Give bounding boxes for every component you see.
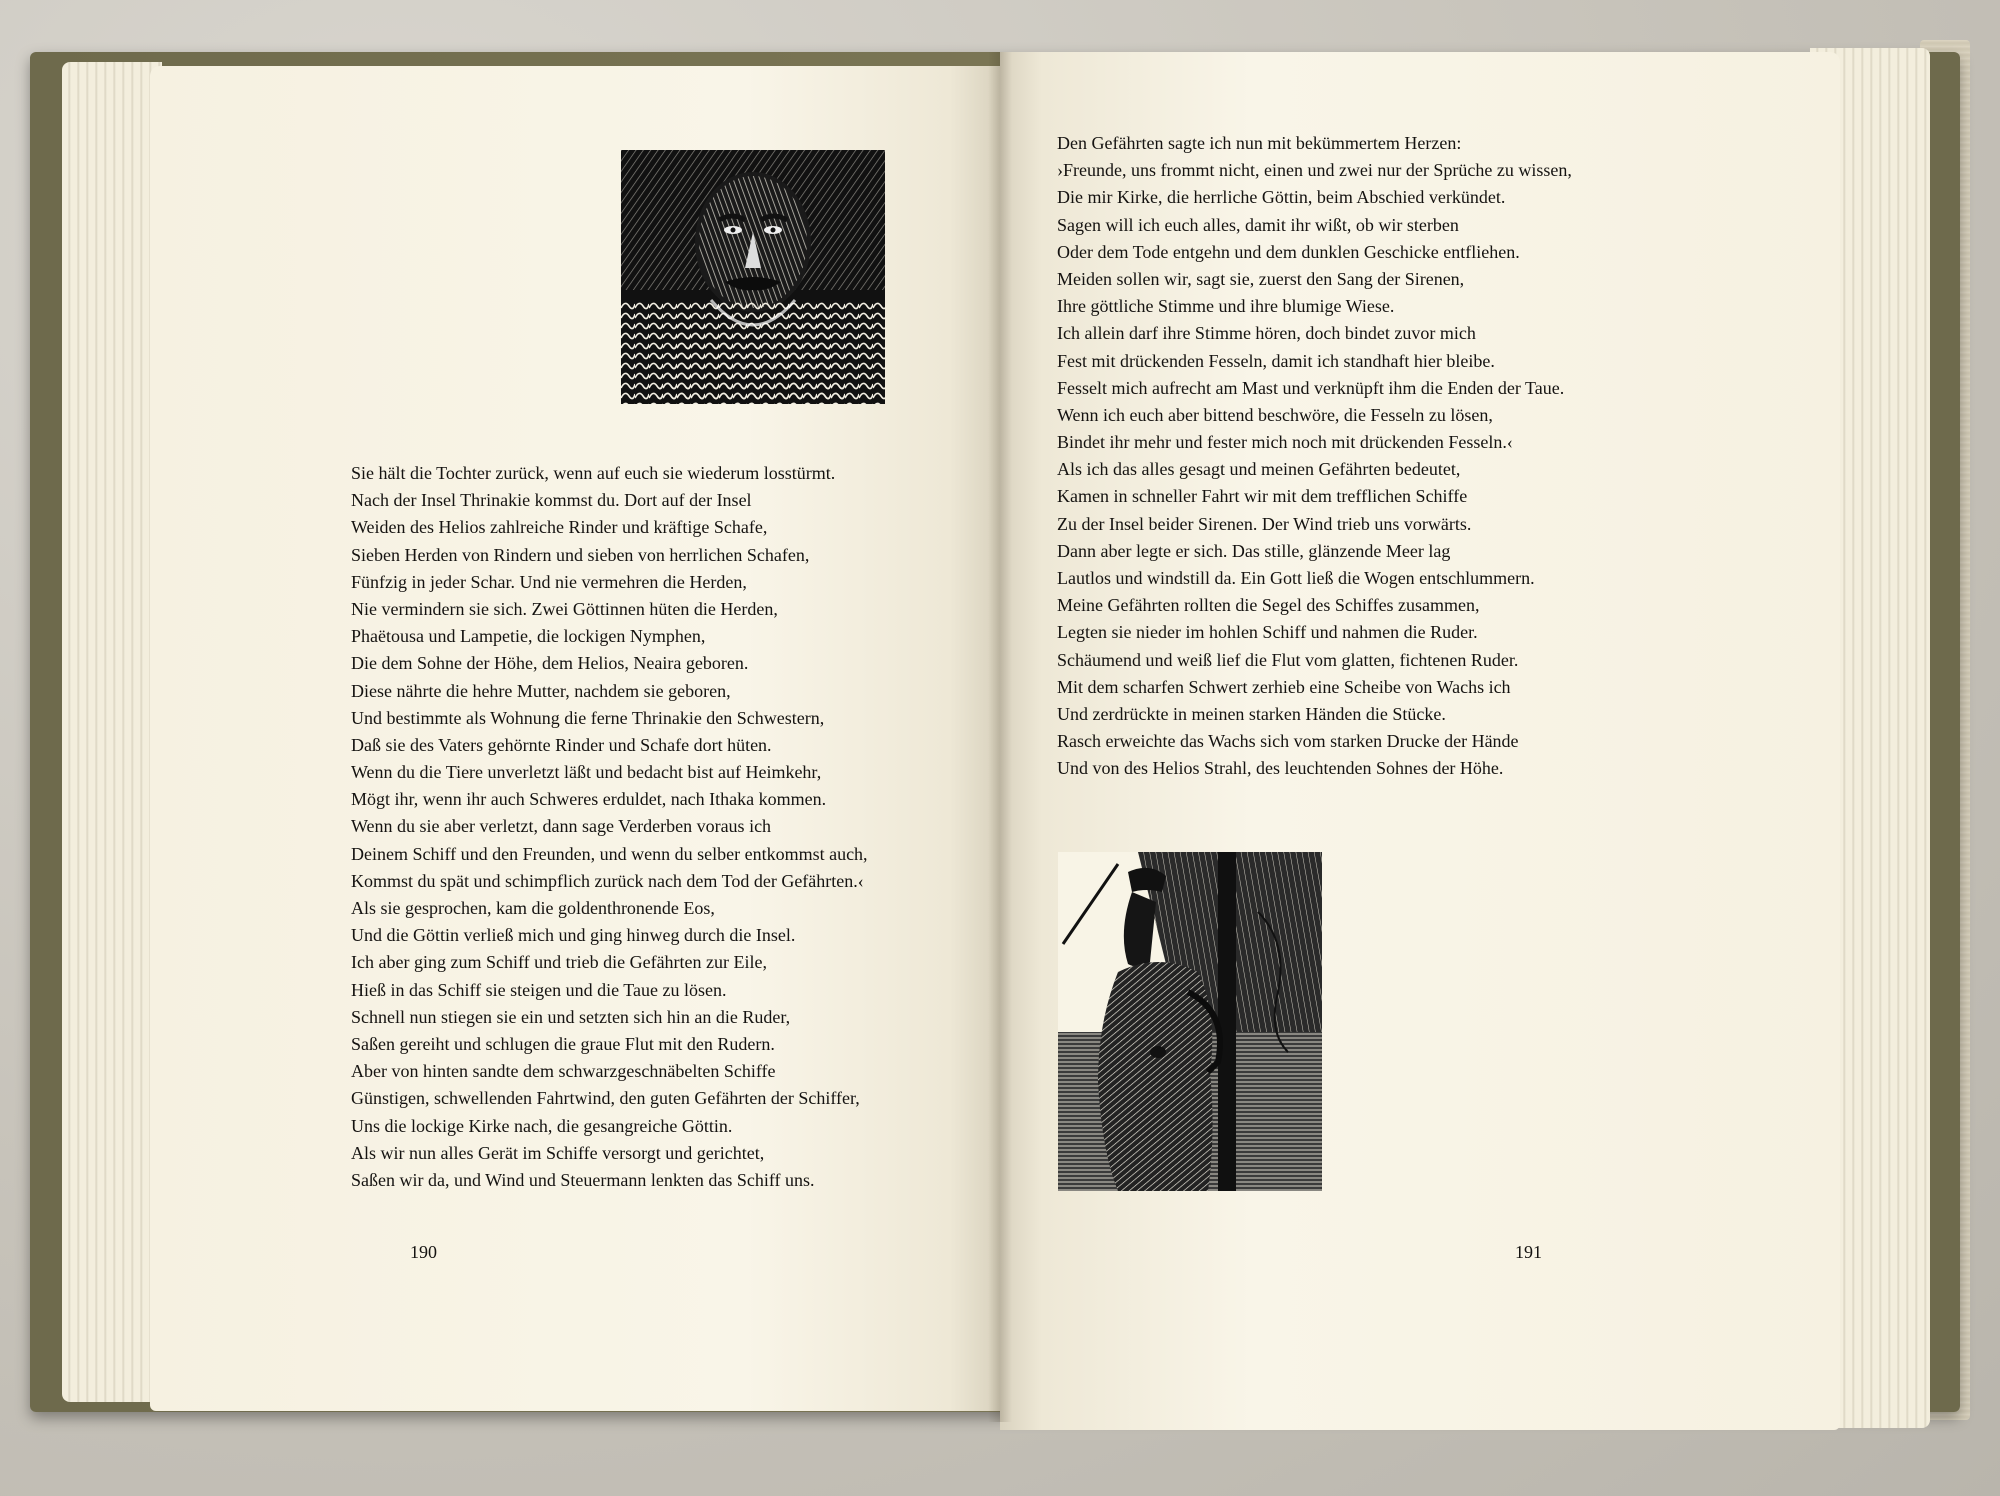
- text-line: Ihre göttliche Stimme und ihre blumige Wiese.: [1057, 296, 1395, 317]
- text-line: Daß sie des Vaters gehörnte Rinder und Schafe dort hüten.: [351, 734, 772, 755]
- text-line: Ich aber ging zum Schiff und trieb die Gefährten zur Eile,: [351, 952, 768, 973]
- text-line: Dann aber legte er sich. Das stille, glänzende Meer lag: [1057, 540, 1451, 561]
- text-line: Und von des Helios Strahl, des leuchtenden Sohnes der Höhe.: [1057, 758, 1504, 779]
- text-line: Nie vermindern sie sich. Zwei Göttinnen hüten die Herden,: [351, 598, 778, 619]
- text-line: Den Gefährten sagte ich nun mit bekümmertem Herzen:: [1057, 133, 1462, 153]
- text-line: Meine Gefährten rollten die Segel des Schiffes zusammen,: [1057, 595, 1480, 616]
- text-line: Fest mit drückenden Fesseln, damit ich standhaft hier bleibe.: [1057, 350, 1495, 371]
- text-line: Phaëtousa und Lampetie, die lockigen Nymphen,: [351, 626, 706, 647]
- text-line: Wenn ich euch aber bittend beschwöre, die Fesseln zu lösen,: [1057, 404, 1493, 425]
- text-line: Wenn du sie aber verletzt, dann sage Verderben voraus ich: [351, 816, 772, 837]
- text-line: Lautlos und windstill da. Ein Gott ließ die Wogen entschlummern.: [1057, 568, 1535, 588]
- text-line: Kamen in schneller Fahrt wir mit dem trefflichen Schiffe: [1057, 486, 1468, 507]
- text-line: Fesselt mich aufrecht am Mast und verknüpft ihm die Enden der Taue.: [1057, 377, 1565, 398]
- text-line: Diese nährte die hehre Mutter, nachdem sie geboren,: [351, 680, 731, 701]
- page-number-left: 190: [410, 1242, 437, 1262]
- text-line: Sie hält die Tochter zurück, wenn auf euch sie wiederum losstürmt.: [351, 463, 836, 483]
- text-line: Günstigen, schwellenden Fahrtwind, den guten Gefährten der Schiffer,: [351, 1088, 860, 1109]
- text-line: Und die Göttin verließ mich und ging hinweg durch die Insel.: [351, 925, 796, 946]
- left-page-stack: [62, 62, 162, 1402]
- text-line: Hieß in das Schiff sie steigen und die Taue zu lösen.: [351, 979, 727, 1000]
- text-line: Meiden sollen wir, sagt sie, zuerst den Sang der Sirenen,: [1057, 268, 1465, 289]
- text-line: Schnell nun stiegen sie ein und setzten sich hin an die Ruder,: [351, 1006, 791, 1027]
- text-line: Rasch erweichte das Wachs sich vom starken Drucke der Hände: [1057, 731, 1519, 752]
- text-line: Mögt ihr, wenn ihr auch Schweres erduldet, nach Ithaka kommen.: [351, 789, 827, 810]
- text-line: Als sie gesprochen, kam die goldenthronende Eos,: [351, 898, 715, 918]
- text-line: Bindet ihr mehr und fester mich noch mit drückenden Fesseln.‹: [1057, 432, 1513, 453]
- text-line: Sagen will ich euch alles, damit ihr wißt, ob wir sterben: [1057, 214, 1459, 235]
- text-line: Nach der Insel Thrinakie kommst du. Dort auf der Insel: [351, 490, 752, 511]
- text-line: Sieben Herden von Rindern und sieben von herrlichen Schafen,: [351, 544, 810, 565]
- woodcut-odysseus-image: [1058, 852, 1322, 1191]
- text-line: Aber von hinten sandte dem schwarzgeschnäbelten Schiffe: [351, 1061, 776, 1082]
- text-line: ›Freunde, uns frommt nicht, einen und zwei nur der Sprüche zu wissen,: [1057, 160, 1572, 181]
- text-line: Die mir Kirke, die herrliche Göttin, beim Abschied verkündet.: [1057, 187, 1506, 208]
- page-number-right: 191: [1515, 1242, 1542, 1262]
- text-line: Die dem Sohne der Höhe, dem Helios, Neaira geboren.: [351, 653, 749, 674]
- woodcut-face-image: [621, 150, 885, 404]
- text-line: Oder dem Tode entgehn und dem dunklen Geschicke entfliehen.: [1057, 241, 1520, 262]
- text-line: Und bestimmte als Wohnung die ferne Thrinakie den Schwestern,: [351, 707, 825, 728]
- text-line: Legten sie nieder im hohlen Schiff und nahmen die Ruder.: [1057, 622, 1478, 643]
- text-line: Deinem Schiff und den Freunden, und wenn du selber entkommst auch,: [351, 843, 868, 864]
- text-line: Kommst du spät und schimpflich zurück nach dem Tod der Gefährten.‹: [351, 870, 864, 891]
- text-line: Mit dem scharfen Schwert zerhieb eine Scheibe von Wachs ich: [1057, 676, 1511, 697]
- text-line: Als wir nun alles Gerät im Schiffe versorgt und gerichtet,: [351, 1142, 765, 1163]
- text-line: Saßen wir da, und Wind und Steuermann lenkten das Schiff uns.: [351, 1169, 815, 1190]
- right-page-text: [1057, 130, 1572, 783]
- text-line: Ich allein darf ihre Stimme hören, doch bindet zuvor mich: [1057, 323, 1476, 344]
- text-line: Uns die lockige Kirke nach, die gesangreiche Göttin.: [351, 1115, 733, 1136]
- text-line: Als ich das alles gesagt und meinen Gefährten bedeutet,: [1057, 459, 1461, 480]
- text-line: Wenn du die Tiere unverletzt läßt und bedacht bist auf Heimkehr,: [351, 762, 822, 783]
- text-line: Schäumend und weiß lief die Flut vom glatten, fichtenen Ruder.: [1057, 649, 1519, 670]
- text-line: Zu der Insel beider Sirenen. Der Wind trieb uns vorwärts.: [1057, 513, 1472, 534]
- book-gutter: [988, 52, 1012, 1422]
- text-line: Fünfzig in jeder Schar. Und nie vermehren die Herden,: [351, 571, 747, 592]
- left-page-text: [351, 460, 868, 1194]
- text-line: Saßen gereiht und schlugen die graue Flut mit den Rudern.: [351, 1033, 775, 1054]
- text-line: Weiden des Helios zahlreiche Rinder und kräftige Schafe,: [351, 517, 768, 538]
- text-line: Und zerdrückte in meinen starken Händen die Stücke.: [1057, 703, 1446, 724]
